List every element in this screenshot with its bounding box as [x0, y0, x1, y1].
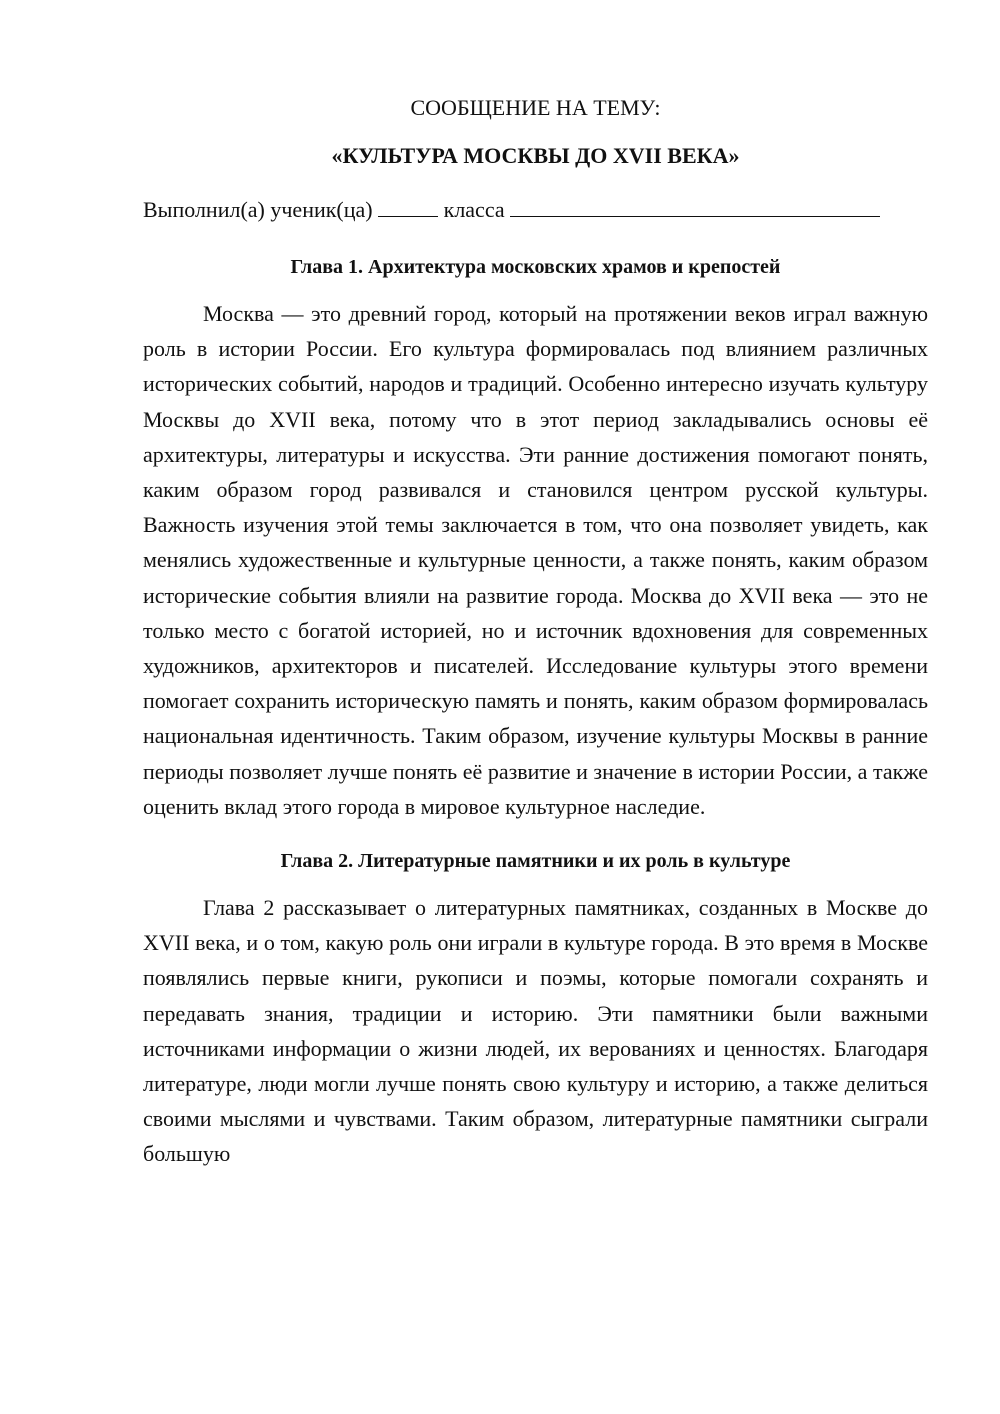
performer-label: Выполнил(а) ученик(ца)	[143, 197, 373, 222]
performer-line	[143, 192, 928, 226]
class-label: класса	[443, 197, 505, 222]
chapter-1-heading: Глава 1. Архитектура московских храмов и крепостей	[290, 256, 781, 278]
document-page	[143, 92, 928, 1172]
title-line-1: СООБЩЕНИЕ НА ТЕМУ:	[410, 95, 661, 120]
grade-blank-field	[378, 192, 438, 217]
chapter-2-heading: Глава 2. Литературные памятники и их роль в культуре	[280, 850, 791, 873]
chapter-2-paragraph: Глава 2 рассказывает о литературных памятниках, созданных в Москве до XVII века, и о том, какую роль они играли в культуре города. В это время в Москве появлялись первые книги, рукописи и поэмы, которые помогали сохранять и передавать знания, традиции и историю. Эти памятники были важными источниками информации о жизни людей, их верованиях и ценностях. Благодаря литературе, люди могли лучше понять свою культуру и историю, а также делиться своими мыслями и чувствами. Таким образом, литературные памятники сыграли большую	[143, 895, 928, 1167]
name-blank-field	[510, 192, 880, 217]
chapter-1-paragraph: Москва — это древний город, который на протяжении веков играл важную роль в истории России. Его культура формировалась под влиянием различных исторических событий, народов и традиций. Особенно интересно изучать культуру Москвы до XVII века, потому что в этот период закладывались основы её архитектуры, литературы и искусства. Эти ранние достижения помогают понять, каким образом город развивался и становился центром русской культуры. Важность изучения этой темы заключается в том, что она позволяет увидеть, как менялись художественные и культурные ценности, а также понять, каким образом исторические события влияли на развитие города. Москва до XVII века — это не только место с богатой историей, но и источник вдохновения для современных художников, архитекторов и писателей. Исследование культуры этого времени помогает сохранить историческую память и понять, каким образом формировалась национальная идентичность. Таким образом, изучение культуры Москвы в ранние периоды позволяет лучше понять её развитие и значение в истории России, а также оценить вклад этого города в мировое культурное наследие.	[143, 301, 928, 819]
document-title: «КУЛЬТУРА МОСКВЫ ДО XVII ВЕКА»	[331, 143, 740, 168]
